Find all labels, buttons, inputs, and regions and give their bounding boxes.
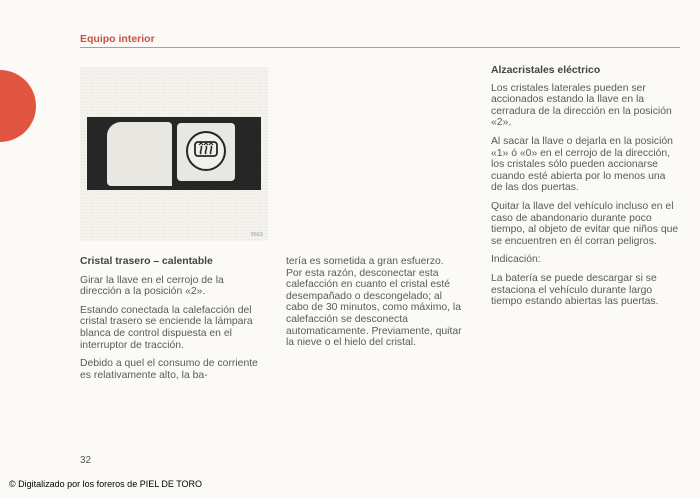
scan-credit: © Digitalizado por los foreros de PIEL DE TORO [9,479,203,489]
paragraph: Al sacar la llave o dejarla en la posición «1» ó «0» en el cerrojo de la dirección, los cristales sólo pueden accionarse cuando esté abierta por lo menos una de las dos puertas. [491,135,673,194]
section-title: Equipo interior [80,33,155,45]
switch-window-right [177,123,235,181]
left-column [80,256,262,388]
note-label: Indicación: [491,254,541,266]
paragraph: La batería se puede descargar si se estaciona el vehículo durante largo tiempo estando abiertas las puertas. [491,272,659,308]
header-divider [80,47,680,48]
paragraph: Los cristales laterales pueden ser accionados estando la llave en la cerradura de la dirección en la posición «2». [491,82,672,129]
paragraph: Quitar la llave del vehículo incluso en el caso de abandonario durante poco tiempo, al objeto de evitar que niños que se encuentren en él corran peligros. [491,200,679,247]
switch-panel [87,117,261,190]
paragraph: Girar la llave en el cerrojo de la dirección a la posición «2». [80,274,224,298]
paragraph: Debido a quel el consumo de corriente es relativamente alto, la ba- [80,358,258,381]
rear-window-heading: Cristal trasero – calentable [80,256,213,267]
paragraph: tería es sometida a gran esfuerzo. Por esta razón, desconectar esta calefacción en cuanto el cristal esté desempañado o descongelado; al cabo de 30 minutos, como máximo, la calefacción se desconecta automaticamente. Previamente, quitar la nieve o el hielo del cristal. [286,256,462,349]
middle-column [286,256,462,356]
switch-window-left [107,122,172,186]
rear-window-defrost-icon [186,131,226,171]
right-column [491,65,679,315]
page-number: 32 [80,455,92,466]
power-windows-heading: Alzacristales eléctrico [491,65,601,76]
switch-illustration [80,67,268,241]
chapter-tab-marker [0,70,36,142]
figure-number: 9563 [250,232,263,238]
paragraph: Estando conectada la calefacción del cristal trasero se enciende la lámpara blanca de control dispuesta en el interruptor de tracción. [80,304,253,351]
